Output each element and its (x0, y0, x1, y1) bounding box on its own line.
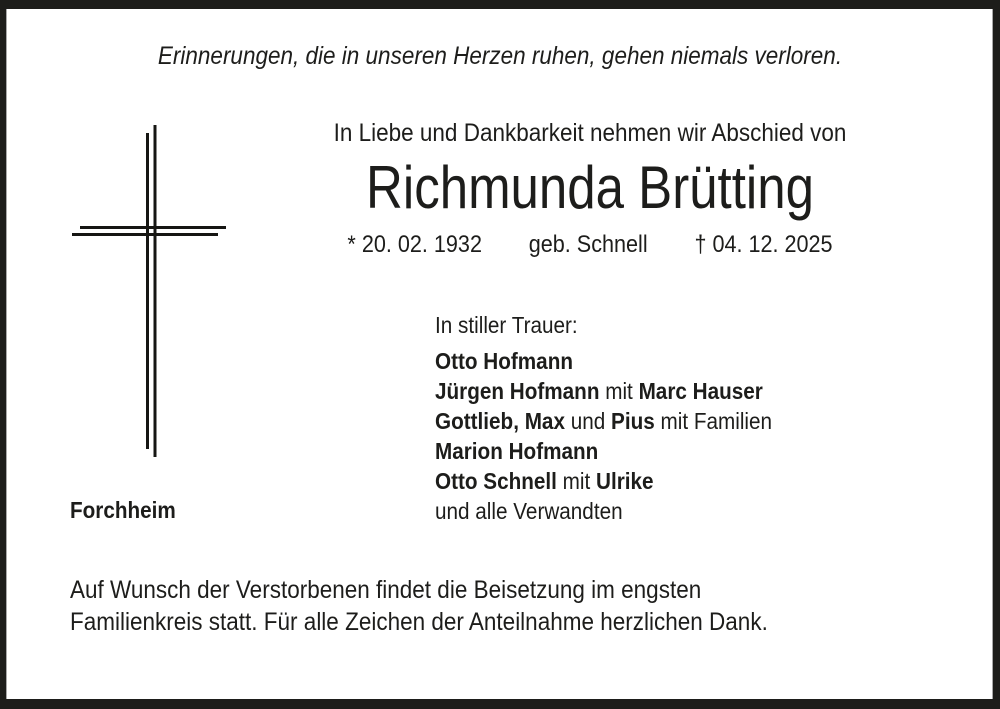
mourning-label: In stiller Trauer: (435, 312, 578, 338)
birth-date: * 20. 02. 1932 (347, 231, 482, 258)
mourner-line: Gottlieb, Max und Pius mit Familien (435, 408, 773, 434)
memorial-cross-icon (65, 118, 235, 463)
mourner-line: Otto Hofmann (435, 348, 573, 374)
life-dates (221, 233, 959, 257)
mourner-line: Otto Schnell mit Ulrike (435, 468, 654, 494)
mourner-line: Marion Hofmann (435, 438, 599, 464)
closing-line: Auf Wunsch der Verstorbenen findet die Beisetzung im engsten (70, 576, 702, 604)
closing-line: Familienkreis statt. Für alle Zeichen der Anteilnahme herzlichen Dank. (70, 608, 768, 636)
memorial-quote: Erinnerungen, die in unseren Herzen ruhen, gehen niemals verloren. (157, 42, 843, 70)
maiden-name: geb. Schnell (528, 231, 648, 258)
farewell-intro: In Liebe und Dankbarkeit nehmen wir Abschied von (333, 119, 847, 147)
mourner-line: Jürgen Hofmann mit Marc Hauser (435, 378, 763, 404)
mourner-line: und alle Verwandten (435, 498, 623, 524)
death-date: † 04. 12. 2025 (694, 231, 833, 258)
city-name: Forchheim (70, 497, 176, 523)
mourners-list (435, 346, 772, 526)
closing-paragraph (70, 574, 768, 638)
deceased-name: Richmunda Brütting (366, 154, 814, 221)
